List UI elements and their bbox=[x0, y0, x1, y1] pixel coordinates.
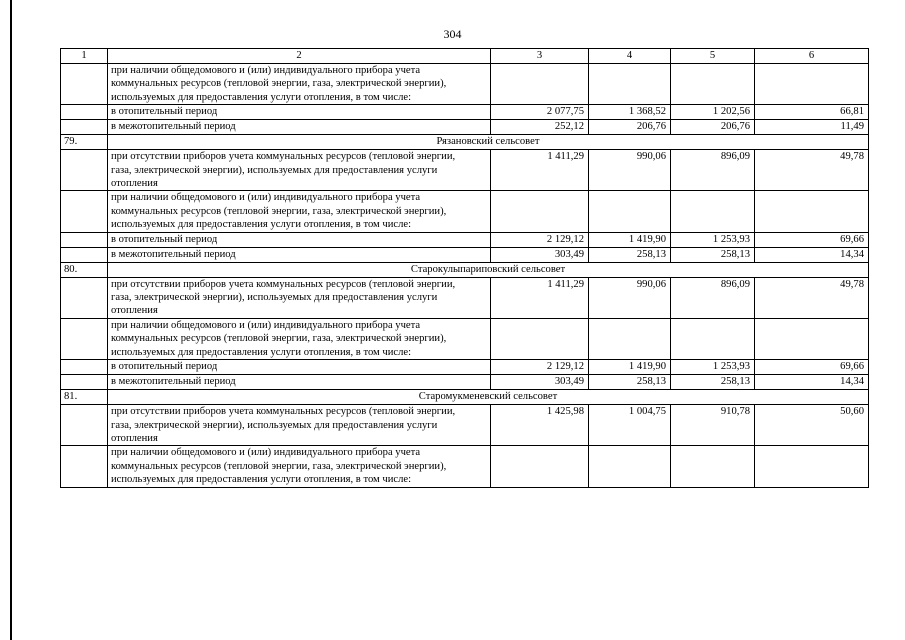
value-cell-4: 1 004,75 bbox=[589, 405, 671, 446]
row-number bbox=[61, 446, 108, 487]
value-cell-6: 49,78 bbox=[755, 277, 869, 318]
row-number bbox=[61, 105, 108, 120]
value-cell-5: 1 202,56 bbox=[671, 105, 755, 120]
value-cell-3: 2 077,75 bbox=[491, 105, 589, 120]
row-number bbox=[61, 247, 108, 262]
section-title: Старокулыпариповский сельсовет bbox=[108, 262, 869, 277]
value-cell-5: 258,13 bbox=[671, 375, 755, 390]
value-cell-4: 258,13 bbox=[589, 375, 671, 390]
row-description: при отсутствии приборов учета коммунальных ресурсов (тепловой энергии, газа, электрической энергии), используемых для предоставления услуги отопления bbox=[108, 277, 491, 318]
header-cell: 2 bbox=[108, 49, 491, 64]
row-description: при наличии общедомового и (или) индивидуального прибора учета коммунальных ресурсов (тепловой энергии, газа, электрической энергии), используемых для предоставления услуги отопления, в том числе: bbox=[108, 64, 491, 105]
header-cell: 5 bbox=[671, 49, 755, 64]
row-number: 80. bbox=[61, 262, 108, 277]
value-cell-5 bbox=[671, 191, 755, 232]
row-number: 79. bbox=[61, 135, 108, 150]
row-number bbox=[61, 191, 108, 232]
row-description: в отопительный период bbox=[108, 232, 491, 247]
table-row bbox=[61, 277, 869, 318]
value-cell-3: 2 129,12 bbox=[491, 360, 589, 375]
row-number bbox=[61, 318, 108, 359]
row-description: в отопительный период bbox=[108, 105, 491, 120]
table-row bbox=[61, 105, 869, 120]
value-cell-3: 1 425,98 bbox=[491, 405, 589, 446]
value-cell-4 bbox=[589, 64, 671, 105]
value-cell-4: 1 368,52 bbox=[589, 105, 671, 120]
page-number: 304 bbox=[443, 27, 462, 41]
table-row bbox=[61, 360, 869, 375]
value-cell-6: 49,78 bbox=[755, 150, 869, 191]
value-cell-5: 896,09 bbox=[671, 150, 755, 191]
page-left-edge bbox=[10, 0, 12, 640]
header-cell: 4 bbox=[589, 49, 671, 64]
value-cell-6: 14,34 bbox=[755, 375, 869, 390]
table-row bbox=[61, 120, 869, 135]
section-title: Рязановский сельсовет bbox=[108, 135, 869, 150]
value-cell-3 bbox=[491, 318, 589, 359]
row-description: в межотопительный период bbox=[108, 375, 491, 390]
value-cell-3: 1 411,29 bbox=[491, 150, 589, 191]
section-row bbox=[61, 262, 869, 277]
value-cell-6 bbox=[755, 191, 869, 232]
header-row bbox=[61, 49, 869, 64]
value-cell-6: 69,66 bbox=[755, 360, 869, 375]
row-description: при отсутствии приборов учета коммунальных ресурсов (тепловой энергии, газа, электрической энергии), используемых для предоставления услуги отопления bbox=[108, 405, 491, 446]
row-description: в межотопительный период bbox=[108, 247, 491, 262]
value-cell-5: 1 253,93 bbox=[671, 360, 755, 375]
value-cell-3: 252,12 bbox=[491, 120, 589, 135]
table-row bbox=[61, 64, 869, 105]
value-cell-5 bbox=[671, 446, 755, 487]
table-row bbox=[61, 375, 869, 390]
row-number bbox=[61, 277, 108, 318]
row-number bbox=[61, 150, 108, 191]
table-row bbox=[61, 191, 869, 232]
value-cell-6 bbox=[755, 446, 869, 487]
section-title: Старомукменевский сельсовет bbox=[108, 390, 869, 405]
value-cell-4: 258,13 bbox=[589, 247, 671, 262]
value-cell-4 bbox=[589, 191, 671, 232]
value-cell-5: 910,78 bbox=[671, 405, 755, 446]
row-description: в отопительный период bbox=[108, 360, 491, 375]
header-cell: 3 bbox=[491, 49, 589, 64]
header-cell: 1 bbox=[61, 49, 108, 64]
row-description: при отсутствии приборов учета коммунальных ресурсов (тепловой энергии, газа, электрической энергии), используемых для предоставления услуги отопления bbox=[108, 150, 491, 191]
value-cell-5: 1 253,93 bbox=[671, 232, 755, 247]
table-row bbox=[61, 446, 869, 487]
value-cell-3 bbox=[491, 446, 589, 487]
row-description: при наличии общедомового и (или) индивидуального прибора учета коммунальных ресурсов (тепловой энергии, газа, электрической энергии), используемых для предоставления услуги отопления, в том числе: bbox=[108, 318, 491, 359]
value-cell-6: 14,34 bbox=[755, 247, 869, 262]
row-number bbox=[61, 360, 108, 375]
table-row bbox=[61, 247, 869, 262]
value-cell-3: 1 411,29 bbox=[491, 277, 589, 318]
value-cell-4: 990,06 bbox=[589, 277, 671, 318]
row-description: при наличии общедомового и (или) индивидуального прибора учета коммунальных ресурсов (тепловой энергии, газа, электрической энергии), используемых для предоставления услуги отопления, в том числе: bbox=[108, 446, 491, 487]
value-cell-6: 50,60 bbox=[755, 405, 869, 446]
table-row bbox=[61, 232, 869, 247]
value-cell-4: 990,06 bbox=[589, 150, 671, 191]
row-description: в межотопительный период bbox=[108, 120, 491, 135]
value-cell-4 bbox=[589, 446, 671, 487]
value-cell-3 bbox=[491, 191, 589, 232]
value-cell-6: 69,66 bbox=[755, 232, 869, 247]
value-cell-6: 66,81 bbox=[755, 105, 869, 120]
table-row bbox=[61, 318, 869, 359]
value-cell-4: 1 419,90 bbox=[589, 360, 671, 375]
value-cell-3 bbox=[491, 64, 589, 105]
value-cell-4: 206,76 bbox=[589, 120, 671, 135]
value-cell-5: 258,13 bbox=[671, 247, 755, 262]
section-row bbox=[61, 135, 869, 150]
value-cell-3: 303,49 bbox=[491, 247, 589, 262]
row-number bbox=[61, 64, 108, 105]
row-number bbox=[61, 375, 108, 390]
row-number bbox=[61, 405, 108, 446]
header-cell: 6 bbox=[755, 49, 869, 64]
value-cell-5 bbox=[671, 318, 755, 359]
section-row bbox=[61, 390, 869, 405]
row-number bbox=[61, 232, 108, 247]
row-number: 81. bbox=[61, 390, 108, 405]
value-cell-3: 303,49 bbox=[491, 375, 589, 390]
value-cell-4 bbox=[589, 318, 671, 359]
row-description: при наличии общедомового и (или) индивидуального прибора учета коммунальных ресурсов (тепловой энергии, газа, электрической энергии), используемых для предоставления услуги отопления, в том числе: bbox=[108, 191, 491, 232]
row-number bbox=[61, 120, 108, 135]
value-cell-5 bbox=[671, 64, 755, 105]
value-cell-3: 2 129,12 bbox=[491, 232, 589, 247]
value-cell-6: 11,49 bbox=[755, 120, 869, 135]
table-row bbox=[61, 150, 869, 191]
tariff-table bbox=[60, 48, 869, 488]
value-cell-5: 896,09 bbox=[671, 277, 755, 318]
table-row bbox=[61, 405, 869, 446]
value-cell-5: 206,76 bbox=[671, 120, 755, 135]
value-cell-6 bbox=[755, 64, 869, 105]
value-cell-4: 1 419,90 bbox=[589, 232, 671, 247]
value-cell-6 bbox=[755, 318, 869, 359]
